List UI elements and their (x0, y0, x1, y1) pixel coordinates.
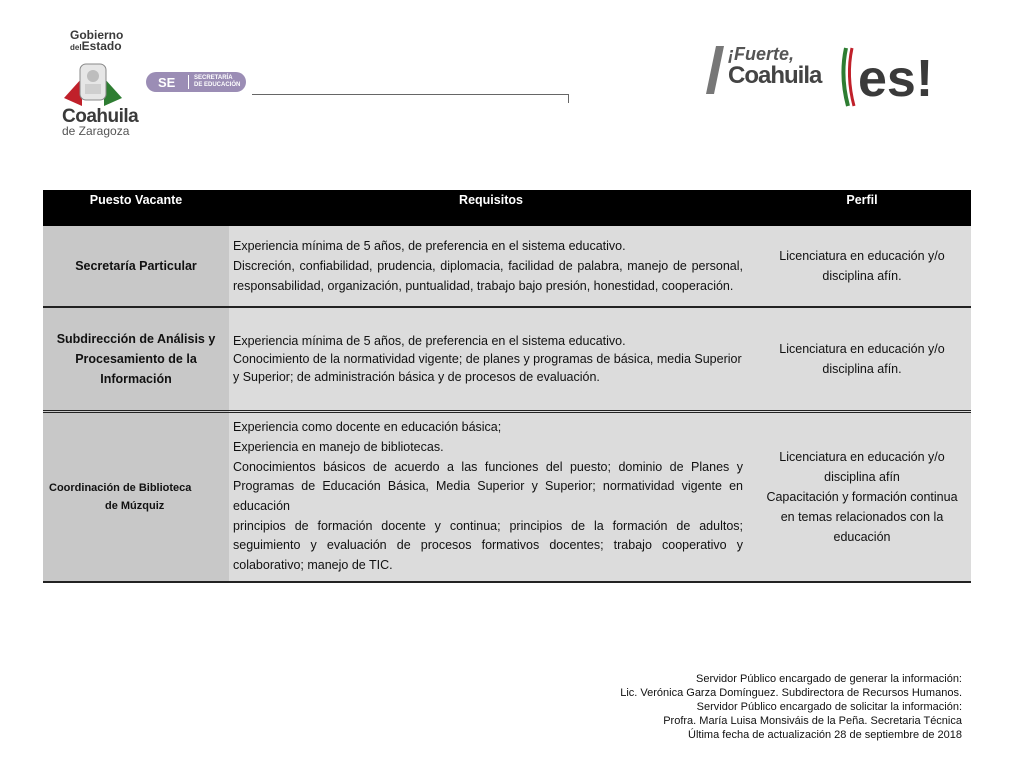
perfil-item: Licenciatura en educación y/o disciplina afín. (779, 249, 945, 283)
requisitos-cell (229, 307, 753, 412)
footer-info (620, 672, 962, 742)
table-header-row (43, 190, 971, 226)
table-row (43, 307, 971, 412)
table-row (43, 226, 971, 307)
footer-line-solicitar: Servidor Público encargado de solicitar la información: (696, 701, 962, 713)
footer-line-generar: Servidor Público encargado de generar la información: (696, 673, 962, 685)
badge-se-text: SE (158, 74, 176, 90)
header-divider-tick (568, 94, 569, 103)
table-row (43, 412, 971, 583)
secretaria-educacion-badge (146, 72, 246, 92)
logo-fuerte-text: ¡Fuerte, (728, 44, 795, 64)
es-mark-icon (840, 42, 950, 112)
es-mark-text: es! (858, 50, 934, 108)
requisito-item: Experiencia como docente en educación básica; (233, 420, 502, 435)
footer-line-fecha-actualizacion: Última fecha de actualización 28 de septiembre de 2018 (688, 729, 962, 741)
logo-line-del: del (70, 43, 82, 52)
requisito-item: Conocimientos básicos de acuerdo a las funciones del puesto; dominio de Planes y Programas de Educación Básica, Media Superior y Superior; normatividad vigente en educación (233, 459, 743, 513)
requisito-item: Experiencia en manejo de bibliotecas. (233, 439, 444, 454)
requisito-item: principios de formación docente y continua; principios de la formación de adultos; seguimiento y evaluación de procesos formativos docentes; trabajo cooperativo y colaborativo; manejo de TIC. (233, 518, 743, 573)
badge-line-2: DE EDUCACIÓN (194, 82, 241, 88)
logo-line-gobierno: Gobierno (70, 28, 124, 42)
header-divider (252, 94, 568, 95)
puesto-name: Subdirección de Análisis y Procesamiento de la Información (56, 332, 216, 386)
puesto-name: Secretaría Particular (75, 259, 197, 273)
requisito-item: Discreción, confiabilidad, prudencia, diplomacia, facilidad de palabra, manejo de personal, responsabilidad, organización, puntualidad, trabajo bajo presión, honestidad, cooperación. (233, 259, 743, 293)
gobierno-del-estado-text (70, 30, 123, 53)
gobierno-coahuila-logo (50, 28, 260, 138)
requisito-item: Conocimiento de la normatividad vigente; de planes y programas de básica, media Superior y Superior; de administración básica y de procesos de evaluación. (233, 352, 742, 384)
logo-coahuila-slogan-text: Coahuila (728, 62, 822, 89)
header-requisitos: Requisitos (229, 190, 753, 226)
badge-secretaria-text (194, 75, 240, 89)
slash-mark-icon (706, 46, 724, 94)
badge-separator (188, 75, 189, 89)
puesto-cell (43, 412, 229, 583)
requisitos-cell (229, 226, 753, 307)
perfil-cell (753, 307, 971, 412)
fuerte-coahuila-logo (706, 42, 956, 112)
vacancies-table (43, 190, 971, 583)
perfil-cell (753, 226, 971, 307)
requisito-item: Experiencia mínima de 5 años, de preferencia en el sistema educativo. (233, 239, 626, 253)
perfil-item: Licenciatura en educación y/o disciplina afín. (779, 342, 945, 376)
logo-line-estado: Estado (81, 39, 122, 53)
header-perfil: Perfil (753, 190, 971, 226)
puesto-name-line-2: de Múzquiz (105, 500, 165, 512)
footer-line-responsable-solicitar: Profra. María Luisa Monsiváis de la Peña. Secretaria Técnica (663, 715, 962, 727)
perfil-cell (753, 412, 971, 583)
badge-line-1: SECRETARÍA (194, 75, 233, 81)
header-puesto-vacante: Puesto Vacante (43, 190, 229, 226)
perfil-item: Licenciatura en educación y/o disciplina afín (779, 450, 945, 484)
state-crest-icon (64, 58, 122, 108)
logo-zaragoza-text: de Zaragoza (62, 124, 130, 138)
perfil-item: Capacitación y formación continua en temas relacionados con la educación (766, 490, 958, 544)
puesto-cell (43, 307, 229, 412)
logo-coahuila-text: Coahuila (62, 106, 139, 127)
footer-line-responsable-generar: Lic. Verónica Garza Domínguez. Subdirectora de Recursos Humanos. (620, 687, 962, 699)
requisito-item: Experiencia mínima de 5 años, de preferencia en el sistema educativo. (233, 334, 626, 348)
puesto-cell (43, 226, 229, 307)
puesto-name-line-1: Coordinación de Biblioteca (49, 482, 192, 494)
requisitos-cell (229, 412, 753, 583)
